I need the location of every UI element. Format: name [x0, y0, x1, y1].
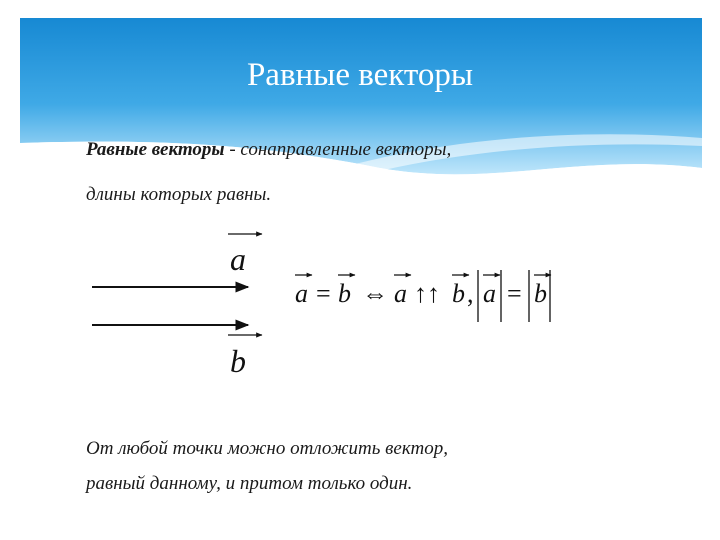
formula-eq1: = — [316, 279, 331, 308]
vector-figure — [80, 222, 570, 387]
definition-line-1 — [86, 139, 646, 161]
formula-iff: ⇔ — [362, 279, 388, 308]
statement-line-2: равный данному, и притом только один. — [86, 473, 413, 494]
definition-line-2: длины которых равны. — [86, 184, 272, 205]
formula-comma: , — [467, 279, 474, 308]
slide-title: Равные векторы — [246, 57, 474, 93]
formula-a2: a — [394, 279, 407, 308]
formula-a1: a — [295, 279, 308, 308]
formula-b1: b — [338, 279, 351, 308]
statement-line-1: От любой точки можно отложить вектор, — [86, 438, 448, 459]
formula-eq2: = — [507, 279, 522, 308]
definition-term: Равные векторы — [86, 139, 225, 160]
formula-b3: b — [534, 279, 547, 308]
vector-a-label: a — [230, 241, 246, 277]
vector-b-label: b — [230, 343, 246, 379]
equality-formula — [295, 270, 551, 322]
definition-separator: - — [224, 139, 241, 160]
definition-rest: сонаправленные векторы, — [240, 139, 452, 160]
formula-a3: a — [483, 279, 496, 308]
formula-b2: b — [452, 279, 465, 308]
formula-codirected: ↑↑ — [414, 279, 440, 308]
